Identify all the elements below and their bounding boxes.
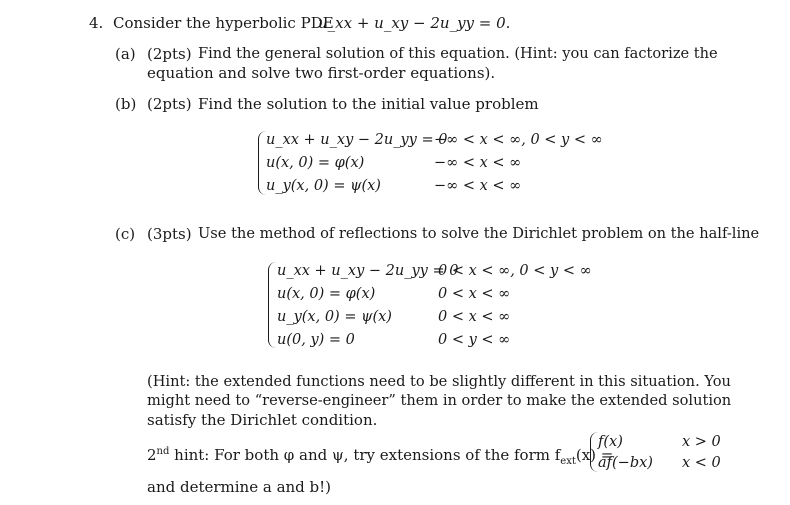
part-c-system-brace xyxy=(268,262,277,348)
second-hint-ordinal: nd xyxy=(156,446,170,457)
second-hint-arg: (x) = xyxy=(575,446,614,464)
part-b-label: (b) xyxy=(115,95,137,113)
part-c-domain-4: 0 < y < ∞ xyxy=(438,332,511,348)
part-a-points: (2pts) xyxy=(147,45,192,63)
second-hint-subscript: ext xyxy=(560,456,576,467)
second-hint-number: 2 xyxy=(147,446,157,464)
part-c-domain-3: 0 < x < ∞ xyxy=(438,309,511,325)
case-2-expr: af(−bx) xyxy=(598,455,653,471)
second-hint xyxy=(147,443,613,471)
hint-line-1: (Hint: the extended functions need to be slightly different in this situation. You xyxy=(147,373,731,390)
part-b-domain-2: −∞ < x < ∞ xyxy=(434,155,522,171)
hint-line-3: satisfy the Dirichlet condition. xyxy=(147,411,378,429)
cases-brace xyxy=(590,432,598,472)
part-b-eq-3: u_y(x, 0) = ψ(x) xyxy=(266,178,381,194)
case-2-cond: x < 0 xyxy=(682,455,721,471)
part-c-points: (3pts) xyxy=(147,225,192,243)
part-b-points: (2pts) xyxy=(147,95,192,113)
part-b-text: Find the solution to the initial value problem xyxy=(198,95,539,113)
part-a-line1: Find the general solution of this equation. (Hint: you can factorize the xyxy=(198,45,718,62)
part-c-eq-1: u_xx + u_xy − 2u_yy = 0 xyxy=(277,263,459,279)
part-a-label: (a) xyxy=(115,45,136,63)
part-b-eq-1: u_xx + u_xy − 2u_yy = 0 xyxy=(266,132,448,148)
part-c-eq-2: u(x, 0) = φ(x) xyxy=(277,286,376,302)
part-b-domain-1: −∞ < x < ∞, 0 < y < ∞ xyxy=(434,132,603,148)
part-a-line2: equation and solve two first-order equations). xyxy=(147,64,496,82)
part-c-eq-3: u_y(x, 0) = ψ(x) xyxy=(277,309,392,325)
problem-pde: u_xx + u_xy − 2u_yy = 0. xyxy=(318,14,511,32)
part-c-eq-4: u(0, y) = 0 xyxy=(277,332,355,348)
part-c-label: (c) xyxy=(115,225,136,243)
part-b-eq-2: u(x, 0) = φ(x) xyxy=(266,155,365,171)
hint-closing: and determine a and b!) xyxy=(147,478,332,496)
part-c-text: Use the method of reflections to solve the Dirichlet problem on the half-line xyxy=(198,225,760,242)
hint-line-2: might need to “reverse-engineer” them in order to make the extended solution xyxy=(147,392,732,409)
problem-number: 4. xyxy=(89,14,104,32)
part-c-domain-1: 0 < x < ∞, 0 < y < ∞ xyxy=(438,263,592,279)
part-c-domain-2: 0 < x < ∞ xyxy=(438,286,511,302)
part-b-domain-3: −∞ < x < ∞ xyxy=(434,178,522,194)
case-1-cond: x > 0 xyxy=(682,434,721,450)
case-1-expr: f(x) xyxy=(598,434,623,450)
problem-intro: Consider the hyperbolic PDE xyxy=(113,14,334,32)
second-hint-text: hint: For both φ and ψ, try extensions of the form f xyxy=(169,446,561,464)
